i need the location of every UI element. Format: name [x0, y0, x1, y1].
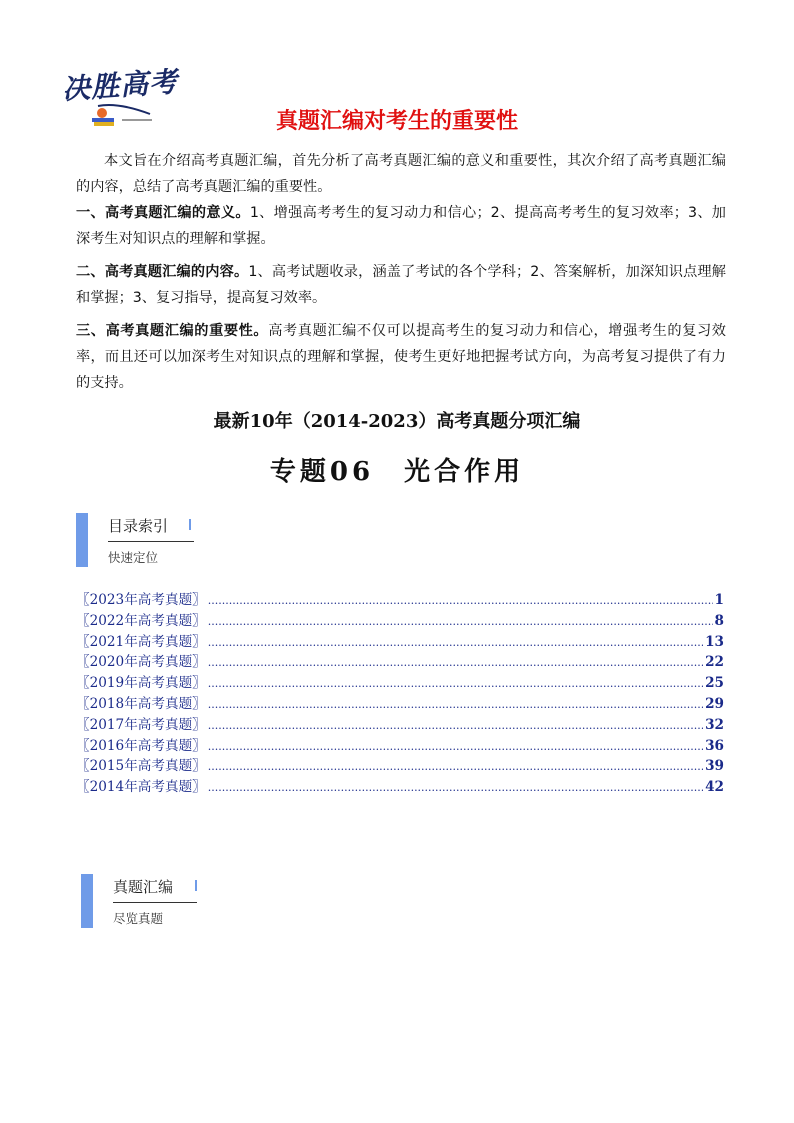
- toc-item-label: 〖2020年高考真题〗: [76, 654, 206, 671]
- toc-item-2019[interactable]: [76, 671, 724, 692]
- toc-item-label: 〖2021年高考真题〗: [76, 633, 206, 650]
- toc-item-label: 〖2014年高考真题〗: [76, 779, 206, 796]
- toc-item-page: 29: [705, 695, 724, 712]
- toc-item-label: 〖2018年高考真题〗: [76, 695, 206, 712]
- toc-item-2018[interactable]: [76, 692, 724, 713]
- toc-leader-dots: [208, 719, 703, 732]
- toc-leader-dots: [208, 698, 703, 711]
- toc-leader-dots: [208, 594, 713, 607]
- toc-item-page: 8: [714, 612, 724, 629]
- point-1-heading: 一、高考真题汇编的意义。: [76, 205, 250, 221]
- toc-item-2023[interactable]: [76, 588, 724, 609]
- toc-item-2022[interactable]: [76, 609, 724, 630]
- point-3-heading: 三、高考真题汇编的重要性。: [76, 323, 269, 339]
- exam-section-title: 真题汇编: [113, 878, 174, 896]
- toc-leader-dots: [208, 615, 713, 628]
- toc-item-label: 〖2015年高考真题〗: [76, 758, 206, 775]
- toc-section-header: [76, 513, 236, 569]
- point-2-heading: 二、高考真题汇编的内容。: [76, 264, 249, 280]
- exam-section-header: [81, 874, 241, 930]
- toc-item-label: 〖2023年高考真题〗: [76, 592, 206, 608]
- collection-subtitle: 最新10年（2014-2023）高考真题分项汇编: [213, 411, 581, 432]
- toc-item-page: 42: [705, 779, 724, 796]
- table-of-contents: [76, 588, 724, 796]
- toc-section-subtitle: 快速定位: [108, 550, 159, 565]
- section-accent-bar: [81, 874, 93, 928]
- section-accent-bar: [76, 513, 88, 567]
- toc-leader-dots: [208, 677, 703, 690]
- toc-item-page: 32: [705, 716, 724, 733]
- toc-leader-dots: [208, 636, 703, 649]
- toc-item-page: 13: [705, 633, 724, 650]
- toc-item-page: 25: [705, 675, 724, 692]
- document-title: 真题汇编对考生的重要性: [275, 109, 518, 134]
- section-underline: [113, 902, 197, 903]
- toc-section-title: 目录索引: [108, 517, 169, 535]
- toc-item-label: 〖2017年高考真题〗: [76, 716, 206, 733]
- toc-leader-dots: [208, 781, 703, 794]
- toc-item-2017[interactable]: [76, 713, 724, 734]
- toc-item-label: 〖2016年高考真题〗: [76, 737, 206, 754]
- toc-leader-dots: [208, 760, 703, 773]
- toc-item-2016[interactable]: [76, 734, 724, 755]
- toc-item-page: 1: [714, 592, 724, 608]
- toc-item-2014[interactable]: [76, 775, 724, 796]
- point-2-text: 1、高考试题收录，涵盖了考试的各个学科；2、答案解析，加深知识点理解和掌握；3、复习指导，提高复习效率。: [76, 264, 726, 306]
- toc-item-page: 22: [705, 654, 724, 671]
- topic-title: 专题06 光合作用: [269, 457, 525, 487]
- point-3-text: 高考真题汇编不仅可以提高考生的复习动力和信心，增强考生的复习效率，而且还可以加深考生对知识点的理解和掌握，使考生更好地把握考试方向，为高考复习提供了有力的支持。: [76, 323, 726, 391]
- point-2: [76, 259, 726, 311]
- section-tick-mark: [189, 519, 191, 530]
- toc-leader-dots: [208, 656, 703, 669]
- logo-text: 决胜高考: [61, 64, 180, 107]
- exam-section-subtitle: 尽览真题: [113, 911, 164, 926]
- toc-item-page: 36: [705, 737, 724, 754]
- toc-item-2015[interactable]: [76, 754, 724, 775]
- point-3: [76, 318, 726, 396]
- section-underline: [108, 541, 194, 542]
- toc-item-2020[interactable]: [76, 650, 724, 671]
- point-1-text: 1、增强高考考生的复习动力和信心；2、提高高考考生的复习效率；3、加深考生对知识点的理解和掌握。: [76, 205, 726, 247]
- toc-leader-dots: [208, 740, 703, 753]
- intro-paragraph: 本文旨在介绍高考真题汇编，首先分析了高考真题汇编的意义和重要性，其次介绍了高考真题汇编的内容，总结了高考真题汇编的重要性。: [76, 153, 726, 195]
- section-tick-mark: [195, 880, 197, 891]
- toc-item-label: 〖2019年高考真题〗: [76, 675, 206, 692]
- point-1: [76, 200, 726, 252]
- toc-item-page: 39: [705, 758, 724, 775]
- toc-item-2021[interactable]: [76, 630, 724, 651]
- toc-item-label: 〖2022年高考真题〗: [76, 612, 206, 629]
